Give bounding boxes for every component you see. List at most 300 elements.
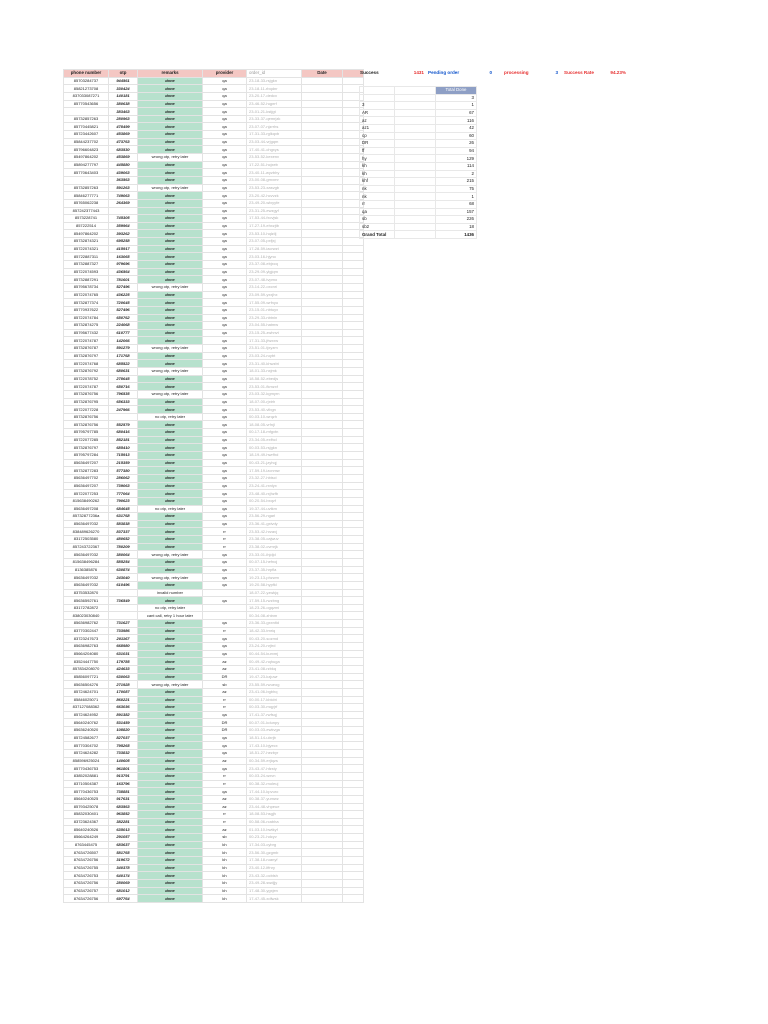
provider-cell[interactable]: qa	[203, 711, 247, 719]
date-cell[interactable]	[302, 612, 343, 620]
order-id-cell[interactable]: 23-03-16-hjyno	[247, 253, 302, 261]
pivot-key[interactable]: kh	[360, 162, 395, 170]
phone-cell[interactable]: 85770543656	[64, 100, 109, 108]
pivot-empty[interactable]	[395, 132, 436, 140]
col-header-phone[interactable]: phone number	[64, 70, 109, 78]
date-cell[interactable]	[302, 345, 343, 353]
provider-cell[interactable]: qa	[203, 329, 247, 337]
order-id-cell[interactable]: 23-53-10-hqlzilj	[247, 230, 302, 238]
col-header-order-id[interactable]: order_id	[247, 70, 302, 78]
date-cell[interactable]	[302, 597, 343, 605]
remarks-cell[interactable]: done	[138, 115, 203, 123]
phone-cell[interactable]: 85770643403	[64, 169, 109, 177]
pivot-key[interactable]: khf	[360, 178, 395, 186]
remarks-cell[interactable]: done	[138, 497, 203, 505]
otp-cell[interactable]: 280069	[109, 879, 138, 887]
date-cell[interactable]	[302, 268, 343, 276]
remarks-cell[interactable]: done	[138, 627, 203, 635]
provider-cell[interactable]: qa	[203, 597, 247, 605]
phone-cell[interactable]: 85722077285	[64, 436, 109, 444]
phone-cell[interactable]	[64, 108, 109, 116]
provider-cell[interactable]: az	[203, 826, 247, 834]
provider-cell[interactable]: qa	[203, 176, 247, 184]
otp-cell[interactable]: 738881	[109, 788, 138, 796]
otp-cell[interactable]: 680416	[109, 429, 138, 437]
remarks-cell[interactable]: done	[138, 85, 203, 93]
remarks-cell[interactable]: done	[138, 306, 203, 314]
empty-cell[interactable]	[343, 665, 364, 673]
provider-cell[interactable]: qa	[203, 360, 247, 368]
empty-cell[interactable]	[343, 772, 364, 780]
otp-cell[interactable]: 201167	[109, 635, 138, 643]
provider-cell[interactable]: qa	[203, 452, 247, 460]
pivot-value[interactable]: 68	[436, 200, 477, 208]
otp-cell[interactable]: 683530	[109, 146, 138, 154]
otp-cell[interactable]: 445880	[109, 161, 138, 169]
order-id-cell[interactable]: 17-31-33-jfwxxw	[247, 337, 302, 345]
order-id-cell[interactable]: 01-03-10-bwtkyf	[247, 826, 302, 834]
date-cell[interactable]	[302, 406, 343, 414]
provider-cell[interactable]: qa	[203, 413, 247, 421]
provider-cell[interactable]: qa	[203, 291, 247, 299]
order-id-cell[interactable]: 23-33-01-ihjdjd	[247, 551, 302, 559]
remarks-cell[interactable]: done	[138, 727, 203, 735]
phone-cell[interactable]: 85732887327	[64, 261, 109, 269]
provider-cell[interactable]: qa	[203, 635, 247, 643]
pivot-empty[interactable]	[395, 185, 436, 193]
phone-cell[interactable]: 857834208070	[64, 665, 109, 673]
provider-cell[interactable]: qa	[203, 161, 247, 169]
order-id-cell[interactable]: 19-47-23-kzjuwr	[247, 673, 302, 681]
phone-cell[interactable]: 85732877236a	[64, 513, 109, 521]
otp-cell[interactable]: 478499	[109, 123, 138, 131]
date-cell[interactable]	[302, 849, 343, 857]
order-id-cell[interactable]: 00-00-17-kbicbt	[247, 696, 302, 704]
remarks-cell[interactable]: done	[138, 818, 203, 826]
otp-cell[interactable]: 979696	[109, 261, 138, 269]
date-cell[interactable]	[302, 551, 343, 559]
remarks-cell[interactable]: done	[138, 276, 203, 284]
order-id-cell[interactable]: 23-41-06-bgbhq	[247, 688, 302, 696]
date-cell[interactable]	[302, 299, 343, 307]
date-cell[interactable]	[302, 765, 343, 773]
provider-cell[interactable]: qa	[203, 383, 247, 391]
otp-cell[interactable]: 780209	[109, 543, 138, 551]
empty-cell[interactable]	[343, 467, 364, 475]
phone-cell[interactable]: 85724624701	[64, 688, 109, 696]
order-id-cell[interactable]: 23-24-20-nrjtrd	[247, 643, 302, 651]
otp-cell[interactable]: 382281	[109, 818, 138, 826]
provider-cell[interactable]: qa	[203, 398, 247, 406]
phone-cell[interactable]: 85636497032	[64, 520, 109, 528]
provider-cell[interactable]: qa	[203, 131, 247, 139]
otp-cell[interactable]: 790623	[109, 497, 138, 505]
order-id-cell[interactable]: 18-51-27-hezbyr	[247, 750, 302, 758]
phone-cell[interactable]: 85732857263	[64, 115, 109, 123]
pivot-key[interactable]: 3	[360, 102, 395, 110]
phone-cell[interactable]: 85723442607	[64, 131, 109, 139]
date-cell[interactable]	[302, 780, 343, 788]
date-cell[interactable]	[302, 650, 343, 658]
otp-cell[interactable]	[109, 604, 138, 612]
provider-cell[interactable]: qa	[203, 497, 247, 505]
empty-cell[interactable]	[343, 513, 364, 521]
phone-cell[interactable]: 85732874321	[64, 238, 109, 246]
provider-cell[interactable]: qa	[203, 734, 247, 742]
empty-cell[interactable]	[343, 757, 364, 765]
otp-cell[interactable]: 380638	[109, 100, 138, 108]
remarks-cell[interactable]: done	[138, 673, 203, 681]
remarks-cell[interactable]: done	[138, 245, 203, 253]
pivot-key[interactable]: cp	[360, 132, 395, 140]
remarks-cell[interactable]: done	[138, 230, 203, 238]
empty-cell[interactable]	[343, 826, 364, 834]
otp-cell[interactable]: 631031	[109, 650, 138, 658]
provider-cell[interactable]: qa	[203, 444, 247, 452]
order-id-cell[interactable]: 18-51-14-ulxrjb	[247, 734, 302, 742]
phone-cell[interactable]: 85722078752	[64, 375, 109, 383]
date-cell[interactable]	[302, 199, 343, 207]
phone-cell[interactable]: 85664204080	[64, 650, 109, 658]
empty-cell[interactable]	[343, 795, 364, 803]
remarks-cell[interactable]: done	[138, 459, 203, 467]
provider-cell[interactable]: qa	[203, 650, 247, 658]
remarks-cell[interactable]: done	[138, 329, 203, 337]
order-id-cell[interactable]: 17-38-18-ruanyf	[247, 856, 302, 864]
date-cell[interactable]	[302, 673, 343, 681]
date-cell[interactable]	[302, 566, 343, 574]
otp-cell[interactable]: 531459	[109, 719, 138, 727]
remarks-cell[interactable]: done	[138, 856, 203, 864]
order-id-cell[interactable]: 23-31-40-khwzbt	[247, 360, 302, 368]
remarks-cell[interactable]: done	[138, 566, 203, 574]
provider-cell[interactable]: az	[203, 665, 247, 673]
date-cell[interactable]	[302, 704, 343, 712]
remarks-cell[interactable]: done	[138, 841, 203, 849]
order-id-cell[interactable]: 23-32-27-hbisci	[247, 474, 302, 482]
pivot-key[interactable]	[360, 94, 395, 102]
order-id-cell[interactable]: 17-28-59-iacrwzt	[247, 245, 302, 253]
date-cell[interactable]	[302, 665, 343, 673]
phone-cell[interactable]: 85722077228	[64, 406, 109, 414]
provider-cell[interactable]	[203, 612, 247, 620]
date-cell[interactable]	[302, 895, 343, 903]
phone-cell[interactable]: 85640240525	[64, 795, 109, 803]
order-id-cell[interactable]: 23-01-21-kstjgt	[247, 108, 302, 116]
date-cell[interactable]	[302, 856, 343, 864]
otp-cell[interactable]: 247966	[109, 406, 138, 414]
pivot-empty[interactable]	[395, 231, 436, 239]
date-cell[interactable]	[302, 92, 343, 100]
empty-cell[interactable]	[343, 520, 364, 528]
remarks-cell[interactable]: done	[138, 795, 203, 803]
phone-cell[interactable]: 85636982762	[64, 620, 109, 628]
otp-cell[interactable]: 635013	[109, 826, 138, 834]
order-id-cell[interactable]: 23-56-30-gzgmb	[247, 849, 302, 857]
remarks-cell[interactable]: no otp, retry later	[138, 604, 203, 612]
provider-cell[interactable]: rr	[203, 818, 247, 826]
provider-cell[interactable]: rr	[203, 543, 247, 551]
phone-cell[interactable]: 815638490262	[64, 497, 109, 505]
otp-cell[interactable]: 171768	[109, 352, 138, 360]
provider-cell[interactable]: qa	[203, 222, 247, 230]
date-cell[interactable]	[302, 413, 343, 421]
otp-cell[interactable]: 291057	[109, 834, 138, 842]
date-cell[interactable]	[302, 750, 343, 758]
pivot-value[interactable]: 26	[436, 140, 477, 148]
provider-cell[interactable]: az	[203, 795, 247, 803]
order-id-cell[interactable]: 23-20-42-hcvvzk	[247, 192, 302, 200]
remarks-cell[interactable]: cant call, retry 1 hour later	[138, 612, 203, 620]
otp-cell[interactable]: 453869	[109, 131, 138, 139]
phone-cell[interactable]: 87634726757	[64, 887, 109, 895]
remarks-cell[interactable]: done	[138, 444, 203, 452]
otp-cell[interactable]: 685522	[109, 360, 138, 368]
empty-cell[interactable]	[343, 597, 364, 605]
date-cell[interactable]	[302, 154, 343, 162]
date-cell[interactable]	[302, 872, 343, 880]
otp-cell[interactable]	[109, 413, 138, 421]
otp-cell[interactable]	[109, 207, 138, 215]
order-id-cell[interactable]: 23-38-02-cvmrjk	[247, 543, 302, 551]
phone-cell[interactable]: 83723624367	[64, 818, 109, 826]
provider-cell[interactable]: qa	[203, 750, 247, 758]
pivot-empty[interactable]	[395, 193, 436, 201]
date-cell[interactable]	[302, 788, 343, 796]
order-id-cell[interactable]: 18-01-33-nxjmk	[247, 367, 302, 375]
remarks-cell[interactable]: done	[138, 665, 203, 673]
phone-cell[interactable]	[64, 176, 109, 184]
remarks-cell[interactable]: wrong otp, retry later	[138, 390, 203, 398]
provider-cell[interactable]: qa	[203, 765, 247, 773]
empty-cell[interactable]	[343, 390, 364, 398]
remarks-cell[interactable]: done	[138, 635, 203, 643]
remarks-cell[interactable]: done	[138, 406, 203, 414]
phone-cell[interactable]: 85636497032	[64, 551, 109, 559]
phone-cell[interactable]: 85722074787	[64, 337, 109, 345]
empty-cell[interactable]	[343, 811, 364, 819]
provider-cell[interactable]: qa	[203, 742, 247, 750]
order-id-cell[interactable]: 00-49-42-nqhuga	[247, 658, 302, 666]
date-cell[interactable]	[302, 497, 343, 505]
date-cell[interactable]	[302, 322, 343, 330]
remarks-cell[interactable]: done	[138, 314, 203, 322]
date-cell[interactable]	[302, 482, 343, 490]
provider-cell[interactable]: qa	[203, 169, 247, 177]
empty-cell[interactable]	[343, 253, 364, 261]
remarks-cell[interactable]: done	[138, 253, 203, 261]
phone-cell[interactable]: 85636982763	[64, 643, 109, 651]
otp-cell[interactable]: 720645	[109, 299, 138, 307]
provider-cell[interactable]: qa	[203, 505, 247, 513]
otp-cell[interactable]: 591263	[109, 184, 138, 192]
order-id-cell[interactable]: 23-43-47-hfzsty	[247, 765, 302, 773]
date-cell[interactable]	[302, 360, 343, 368]
date-cell[interactable]	[302, 513, 343, 521]
provider-cell[interactable]: kh	[203, 895, 247, 903]
remarks-cell[interactable]: done	[138, 688, 203, 696]
order-id-cell[interactable]: 00-43-21-jzyhqj	[247, 459, 302, 467]
order-id-cell[interactable]: 17-59-19-izcnmw	[247, 467, 302, 475]
empty-cell[interactable]	[343, 551, 364, 559]
provider-cell[interactable]: qa	[203, 146, 247, 154]
phone-cell[interactable]: 85636497208	[64, 505, 109, 513]
date-cell[interactable]	[302, 536, 343, 544]
order-id-cell[interactable]: 18-08-53-hsgjh	[247, 811, 302, 819]
phone-cell[interactable]: 8136385876	[64, 566, 109, 574]
otp-cell[interactable]: 685410	[109, 444, 138, 452]
order-id-cell[interactable]: 00-38-37-yumwz	[247, 795, 302, 803]
phone-cell[interactable]: 838023030840	[64, 612, 109, 620]
pivot-empty[interactable]	[395, 208, 436, 216]
otp-cell[interactable]: 142066	[109, 337, 138, 345]
otp-cell[interactable]: 715913	[109, 452, 138, 460]
provider-cell[interactable]: az	[203, 803, 247, 811]
order-id-cell[interactable]: 23-49-20-wlxyyfe	[247, 199, 302, 207]
provider-cell[interactable]: qa	[203, 268, 247, 276]
date-cell[interactable]	[302, 85, 343, 93]
otp-cell[interactable]: 963852	[109, 811, 138, 819]
otp-cell[interactable]: 340378	[109, 864, 138, 872]
otp-cell[interactable]: 610496	[109, 581, 138, 589]
empty-cell[interactable]	[343, 337, 364, 345]
phone-cell[interactable]: 85770937622	[64, 306, 109, 314]
otp-cell[interactable]: 745305	[109, 215, 138, 223]
order-id-cell[interactable]: 23-53-23-xasvgb	[247, 184, 302, 192]
provider-cell[interactable]: qa	[203, 100, 247, 108]
otp-cell[interactable]: 581765	[109, 849, 138, 857]
empty-cell[interactable]	[343, 589, 364, 597]
remarks-cell[interactable]: done	[138, 643, 203, 651]
phone-cell[interactable]: 83852028881	[64, 772, 109, 780]
empty-cell[interactable]	[343, 421, 364, 429]
pivot-value[interactable]: 60	[436, 132, 477, 140]
provider-cell[interactable]: qa	[203, 467, 247, 475]
phone-cell[interactable]: 857242377443	[64, 207, 109, 215]
date-cell[interactable]	[302, 352, 343, 360]
otp-cell[interactable]: 453869	[109, 154, 138, 162]
col-header-date[interactable]: Date	[302, 70, 343, 78]
provider-cell[interactable]: qa	[203, 261, 247, 269]
remarks-cell[interactable]: done	[138, 597, 203, 605]
order-id-cell[interactable]: 23-31-25-ewzgyf	[247, 207, 302, 215]
date-cell[interactable]	[302, 253, 343, 261]
order-id-cell[interactable]: 17-48-30-ygxjen	[247, 887, 302, 895]
date-cell[interactable]	[302, 398, 343, 406]
date-cell[interactable]	[302, 841, 343, 849]
otp-cell[interactable]: 827037	[109, 734, 138, 742]
order-id-cell[interactable]: 00-17-18-mfgxtn	[247, 429, 302, 437]
otp-cell[interactable]: 473763	[109, 138, 138, 146]
pivot-empty[interactable]	[395, 170, 436, 178]
date-cell[interactable]	[302, 390, 343, 398]
date-cell[interactable]	[302, 627, 343, 635]
phone-cell[interactable]: 85732876787	[64, 345, 109, 353]
provider-cell[interactable]: kh	[203, 841, 247, 849]
order-id-cell[interactable]: 19-20-58-hypfkl	[247, 581, 302, 589]
order-id-cell[interactable]: 23-15-01-nbtuyx	[247, 306, 302, 314]
remarks-cell[interactable]: done	[138, 299, 203, 307]
order-id-cell[interactable]: 18-58-52-ebedjs	[247, 375, 302, 383]
remarks-cell[interactable]: done	[138, 398, 203, 406]
order-id-cell[interactable]: 23-37-08-ebjxcq	[247, 261, 302, 269]
order-id-cell[interactable]: 23-36-33-gxxnltd	[247, 620, 302, 628]
pivot-value[interactable]: 67	[436, 109, 477, 117]
remarks-cell[interactable]: done	[138, 92, 203, 100]
provider-cell[interactable]: qa	[203, 314, 247, 322]
remarks-cell[interactable]: done	[138, 222, 203, 230]
remarks-cell[interactable]: done	[138, 360, 203, 368]
provider-cell[interactable]: qa	[203, 215, 247, 223]
date-cell[interactable]	[302, 375, 343, 383]
order-id-cell[interactable]: 23-07-07-njzrrhs	[247, 123, 302, 131]
otp-cell[interactable]: 163796	[109, 780, 138, 788]
otp-cell[interactable]: 749063	[109, 192, 138, 200]
empty-cell[interactable]	[343, 360, 364, 368]
order-id-cell[interactable]: 23-44-48-vhpeue	[247, 803, 302, 811]
phone-cell[interactable]: 85770436753	[64, 765, 109, 773]
order-id-cell[interactable]: 23-41-08-rzbkq	[247, 665, 302, 673]
date-cell[interactable]	[302, 681, 343, 689]
empty-cell[interactable]	[343, 276, 364, 284]
date-cell[interactable]	[302, 581, 343, 589]
phone-cell[interactable]: 85732876797	[64, 444, 109, 452]
phone-cell[interactable]: 85497864202	[64, 154, 109, 162]
phone-cell[interactable]: 85636497702	[64, 474, 109, 482]
remarks-cell[interactable]: done	[138, 895, 203, 903]
empty-cell[interactable]	[343, 566, 364, 574]
remarks-cell[interactable]: done	[138, 207, 203, 215]
provider-cell[interactable]: qa	[203, 306, 247, 314]
remarks-cell[interactable]: done	[138, 811, 203, 819]
order-id-cell[interactable]: 23-18-33-rsjgkn	[247, 77, 302, 85]
pivot-empty[interactable]	[395, 109, 436, 117]
provider-cell[interactable]: qa	[203, 551, 247, 559]
remarks-cell[interactable]: done	[138, 123, 203, 131]
date-cell[interactable]	[302, 803, 343, 811]
empty-cell[interactable]	[343, 750, 364, 758]
phone-cell[interactable]: 85636497207	[64, 459, 109, 467]
pivot-empty[interactable]	[395, 147, 436, 155]
empty-cell[interactable]	[343, 375, 364, 383]
order-id-cell[interactable]: 17-34-03-cybrg	[247, 841, 302, 849]
otp-cell[interactable]: 733832	[109, 750, 138, 758]
empty-cell[interactable]	[343, 818, 364, 826]
provider-cell[interactable]: qa	[203, 184, 247, 192]
phone-cell[interactable]: 83753532870	[64, 589, 109, 597]
remarks-cell[interactable]: done	[138, 429, 203, 437]
remarks-cell[interactable]: invalid number	[138, 589, 203, 597]
phone-cell[interactable]: 85724624952	[64, 711, 109, 719]
date-cell[interactable]	[302, 834, 343, 842]
order-id-cell[interactable]: 23-00-08-grnxmr	[247, 176, 302, 184]
empty-cell[interactable]	[343, 849, 364, 857]
provider-cell[interactable]: rr	[203, 536, 247, 544]
phone-cell[interactable]: 87634726756	[64, 879, 109, 887]
date-cell[interactable]	[302, 635, 343, 643]
order-id-cell[interactable]: 00-03-24-wxvn	[247, 772, 302, 780]
phone-cell[interactable]: 87634726507	[64, 849, 109, 857]
provider-cell[interactable]: rr	[203, 772, 247, 780]
pivot-value[interactable]: 94	[436, 147, 477, 155]
pivot-key[interactable]: az	[360, 117, 395, 125]
date-cell[interactable]	[302, 505, 343, 513]
provider-cell[interactable]: qa	[203, 138, 247, 146]
pivot-empty[interactable]	[395, 162, 436, 170]
empty-cell[interactable]	[343, 635, 364, 643]
remarks-cell[interactable]: done	[138, 482, 203, 490]
otp-cell[interactable]: 439063	[109, 169, 138, 177]
